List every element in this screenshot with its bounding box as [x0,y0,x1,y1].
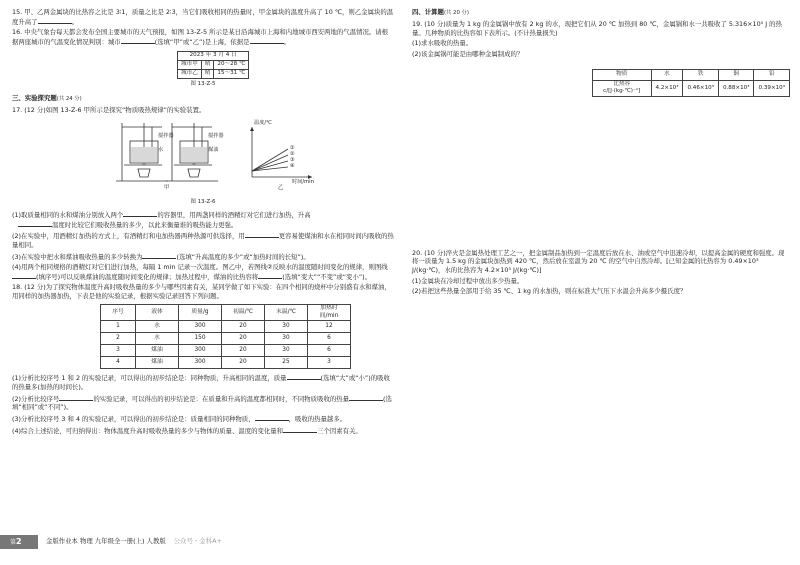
experiment-data-table: 序号 液体 质量/g 初温/℃ 末温/℃ 加热时间/min 1 水 300 20 30 12 2 水 150 20 30 6 3 煤油 300 20 30 6 4 煤油 300 20 25 3 [100,304,351,370]
weather-date: 2023 年 3 月 4 日 [178,51,249,60]
answer-blank[interactable] [12,272,36,279]
answer-blank[interactable] [123,210,157,217]
question-19: 19. (10 分)质量为 1 kg 的金属锅中放有 2 kg 的水，现把它们从 20 ℃ 加热到 80 ℃，金属锅和水一共吸收了 5.316×10⁵ J 的热量。几种物质的比热容如下表所示。(不计热量损失) [412,20,782,37]
answer-blank[interactable] [18,220,52,227]
experiment-figure [12,119,394,197]
question-18-part-1: (1)分析比较序号 1 和 2 的实验记录，可以得出的初步结论是：同种物质，升高相同的温度，质量 (选填“大”或“小”)的吸收的热量多(加热的时间长)。 [12,374,390,392]
left-column [12,8,394,437]
stirrer-label: 搅拌器 [158,132,174,139]
curve-label: ① [290,144,295,151]
water-label: 水 [158,146,164,153]
answer-blank[interactable] [59,394,93,401]
figure-caption: 图 13-Z-6 [190,198,216,205]
stirrer-label: 搅拌器 [208,132,224,139]
page-footer [0,535,400,549]
answer-blank[interactable] [121,37,155,44]
question-19-part-2: (2)该金属锅可能是由哪种金属制成的？ [412,50,524,59]
question-18-part-2: (2)分析比较序号 的实验记录，可以得出的初步结论是：在质量和升高的温度都相同时，不同物质吸收的热量 (选填“相同”或“不同”)。 [12,394,392,412]
answer-blank[interactable] [245,231,279,238]
table-row: 2 水 150 20 30 6 [101,333,351,345]
table-row: 1 水 300 20 30 12 [101,321,351,333]
curve-label: ③ [290,156,295,163]
curve-label: ② [290,150,295,157]
right-column [412,8,790,298]
figure-caption: 图 13-Z-5 [190,80,216,87]
apparatus-diagram [12,119,394,197]
question-17-part-4: (4)用两个相同规格的酒精灯对它们进行加热，每隔 1 min 记录一次温度。图乙中，若图线②反映水的温度随时间变化的规律，则图线(填序号)可以反映煤油的温度随时间变化的规律；加热过程中，煤油的比热容将 (选填“变大”“不变”或“变小”)。 [12,263,388,281]
answer-space[interactable] [412,97,790,249]
answer-blank[interactable] [258,272,282,279]
watermark: 公众号・金科A+ [173,537,222,545]
table-row: 3 煤油 300 20 30 6 [101,345,351,357]
subfigure-label: 甲 [164,184,170,191]
question-19-part-1: (1)求水吸收的热量。 [412,39,473,48]
footer-text: 金版作业本 物理 九年级全一册(上) 人教版 公众号・金科A+ [46,537,222,545]
question-18-part-3: (3)分析比较序号 3 和 4 的实验记录，可以得出的初步结论是：质量相同的同种物质， ，吸收的热量越多。 [12,414,347,423]
question-15: 15. 甲、乙两金属块的比热容之比是 3∶1，质量之比是 2∶3，当它们吸收相同的热量时，甲金属块的温度升高了 10 ℃，则乙金属块的温度升高了 。 [12,8,394,26]
page-number-badge: 第2 [0,535,38,549]
subfigure-label: 乙 [278,184,284,191]
question-20: 20. (10 分)淬火是金属热处理工艺之一，把金属制品加热到一定温度后放在水、油或空气中迅速冷却，以提高金属的硬度和强度。现将一质量为 1.5 kg 的金属块加热到 420 ℃，然后放在室温为 20 ℃ 的空气中自然冷却。[已知金属的比热容为 0.49×10³ J/(kg·℃)，水的比热容为 4.2×10³ J/(kg·℃)] [412,248,785,275]
question-18: 18. (12 分)为了探究物体温度升高时吸收热量的多少与哪些因素有关，某同学做了如下实验：在四个相同的烧杯中分别盛有水和煤油，用同样的加热器加热，下表是他的实验记录，根据实验记录回答下列问题。 [12,283,391,301]
graph-ylabel: 温度/℃ [254,119,272,126]
section-heading: 三、实验探究题(共 24 分) [12,93,82,102]
question-17-part-2: (2)在实验中，用酒精灯加热的方式上，有酒精灯和电加热器两种热源可供选择，用 更容易使煤油和水在相同时间内吸收的热量相同。 [12,232,394,249]
question-18-part-4: (4)综合上述结论，可归纳得出：物体温度升高时吸收热量的多少与物体的质量、温度的变化量和 三个因素有关。 [12,426,362,435]
section-heading: 四、计算题(共 20 分) [412,8,469,16]
answer-blank[interactable] [250,37,284,44]
table-row: 4 煤油 300 20 25 3 [101,357,351,369]
curve-label: ④ [290,162,295,169]
question-17-part-3: (3)在实验中把水和煤油吸收热量的多少转换为 (选填“升高温度的多少”或“加热时间的长短”)。 [12,252,310,261]
answer-blank[interactable] [283,426,317,433]
kerosene-label: 煤油 [208,146,219,153]
answer-blank[interactable] [38,17,72,24]
question-16: 16. 中央气象台每天都会发布全国主要城市的天气预报，如图 13-Z-5 所示是某日沿海城市上海和内地城市西安两地的气温情况。请根据两座城市的气温变化情况判别：城市 (选填“甲”或“乙”)是上海，依据是 。 [12,28,389,46]
answer-blank[interactable] [287,373,321,380]
answer-blank[interactable] [255,414,289,421]
weather-table: 2023 年 3 月 4 日 城市甲 晴 20～28 ℃ 城市乙 晴 15～31 ℃ [177,51,249,79]
question-17: 17. (12 分)如图 13-Z-6 甲所示是探究“物质吸热规律”的实验装置。 [12,106,206,115]
table-row: 比热容 c/[J·(kg·℃)⁻¹] 4.2×10³ 0.46×10³ 0.88×10³ 0.39×10³ [593,80,790,96]
graph-xlabel: 时间/min [292,178,314,185]
answer-blank[interactable] [349,394,383,401]
question-17-part-1: (1)取质量相同的水和煤油分别放入两个 的容器里，用两盏同样的酒精灯对它们进行加热，升高 温度时比较它们吸收热量的多少，以此来衡量谁的吸热能力更强。 [12,210,311,229]
specific-heat-table: 物质 水 铁 铜 铅 比热容 c/[J·(kg·℃)⁻¹] 4.2×10³ 0.46×10³ 0.88×10³ 0.39×10³ [592,69,790,97]
answer-blank[interactable] [142,252,176,259]
question-20-part-1: (1)金属块在冷却过程中放出多少热量。 [412,276,524,285]
question-20-part-2: (2)若把这些热量全部用于给 35 ℃、1 kg 的水加热，则在标准大气压下水温会升高多少摄氏度？ [412,287,687,296]
